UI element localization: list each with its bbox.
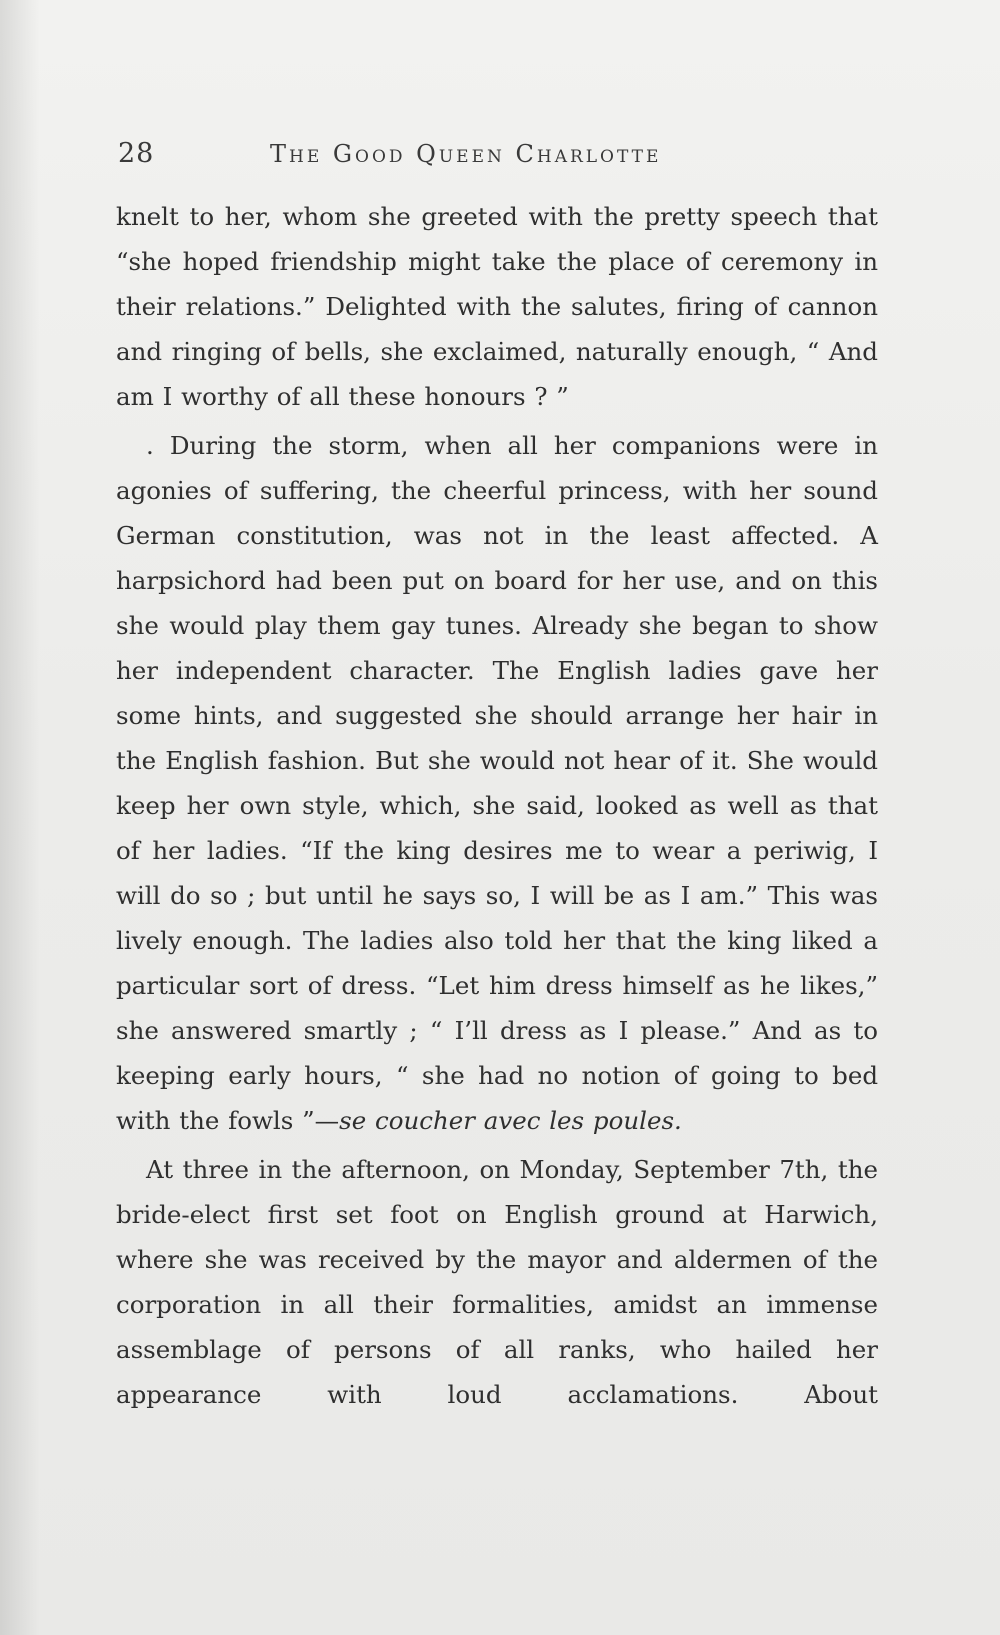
paragraph-2-main: . During the storm, when all her companions were in agonies of suffering, the cheerful princess, with her sound German constitution, was not in the least affected. A harpsichord had been put on board for her use, and on this she would play them gay tunes. Already she began to show her independent character. The English ladies gave her some hints, and suggested she should arrange her hair in the English fashion. But she would not hear of it. She would keep her own style, which, she said, looked as well as that of her ladies. “If the king desires me to wear a periwig, I will do so ; but until he says so, I will be as I am.” This was lively enough. The ladies also told her that the king liked a particular sort of dress. “Let him dress himself as he likes,” she answered smartly ; “ I’ll dress as I please.” And as to keeping early hours, “ she had no notion of going to bed with the fowls ”— bbox=[116, 431, 878, 1135]
page-number: 28 bbox=[118, 138, 155, 169]
page-header bbox=[118, 138, 898, 182]
running-title: The Good Queen Charlotte bbox=[270, 140, 662, 168]
paragraph-1: knelt to her, whom she greeted with the pretty speech that “she hoped friendship might take the place of ceremony in their relations.” Delighted with the salutes, firing of cannon and ringing of bells, she exclaimed, naturally enough, “ And am I worthy of all these honours ? ” bbox=[116, 202, 878, 411]
paragraph-2 bbox=[116, 423, 878, 1143]
body-text bbox=[116, 194, 878, 1417]
paragraph-2-italic-phrase: se coucher avec les poules. bbox=[339, 1106, 682, 1135]
paragraph-3: At three in the afternoon, on Monday, September 7th, the bride-elect first set foot on English ground at Harwich, where she was received by the mayor and aldermen of the corporation in all their formalities, amidst an immense assemblage of persons of all ranks, who hailed her appearance with loud acclamations. About bbox=[116, 1155, 878, 1409]
